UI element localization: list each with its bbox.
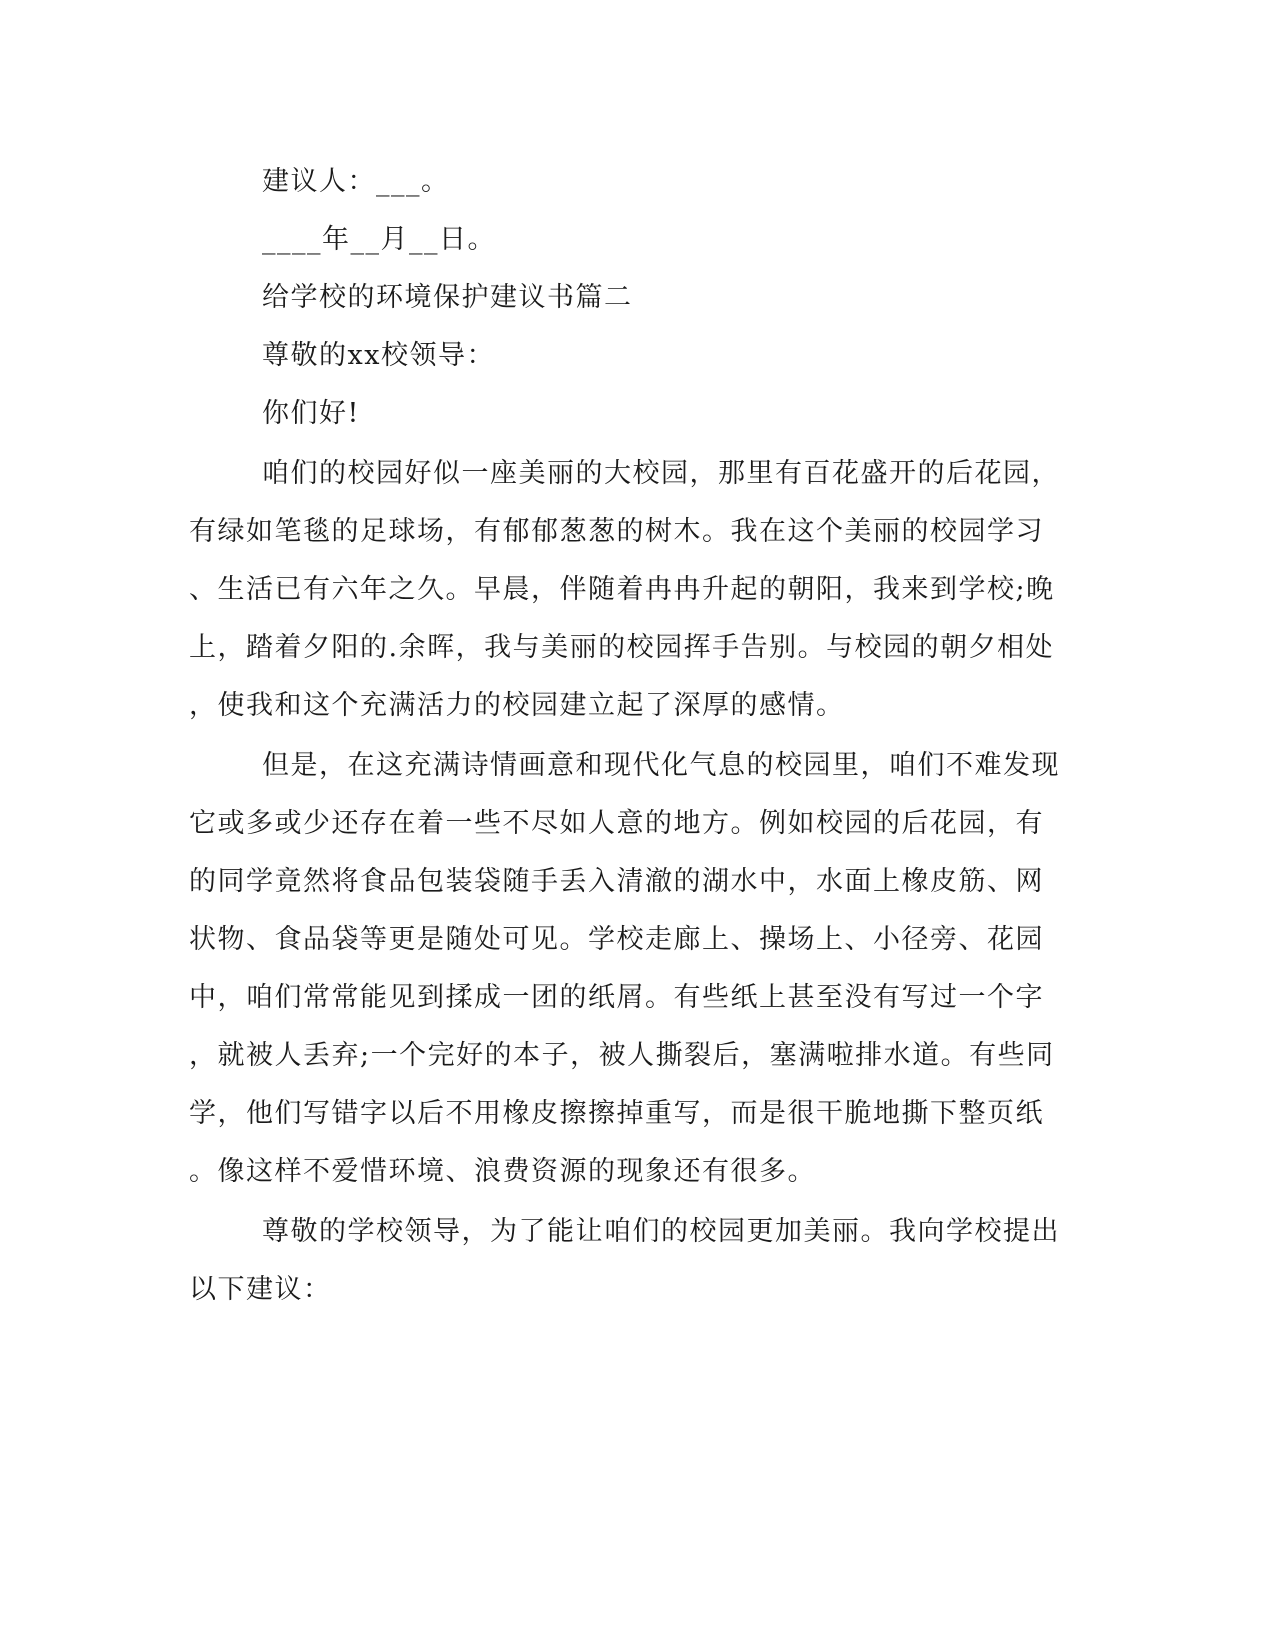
paragraph3-line: 以下建议： xyxy=(189,1274,332,1305)
paragraph1-line: ，使我和这个充满活力的校园建立起了深厚的感情。 xyxy=(189,690,845,721)
date-line: ____年__月__日。 xyxy=(262,224,496,255)
paragraph2-line: ，就被人丢弃;一个完好的本子，被人撕裂后，塞满啦排水道。有些同 xyxy=(189,1040,1055,1071)
greeting: 你们好! xyxy=(262,398,360,429)
paragraph2-line: 状物、食品袋等更是随处可见。学校走廊上、操场上、小径旁、花园 xyxy=(189,924,1044,955)
section-title: 给学校的环境保护建议书篇二 xyxy=(262,282,633,313)
paragraph2-line: 的同学竟然将食品包装袋随手丢入清澈的湖水中，水面上橡皮筋、网 xyxy=(189,866,1044,897)
paragraph2-line: 但是，在这充满诗情画意和现代化气息的校园里，咱们不难发现 xyxy=(262,750,1060,781)
paragraph2-line: 学，他们写错字以后不用橡皮擦擦掉重写，而是很干脆地撕下整页纸 xyxy=(189,1098,1044,1129)
paragraph2-line: 。像这样不爱惜环境、浪费资源的现象还有很多。 xyxy=(189,1156,816,1187)
paragraph1-line: 、生活已有六年之久。早晨，伴随着冉冉升起的朝阳，我来到学校;晚 xyxy=(189,574,1055,605)
paragraph2-line: 中，咱们常常能见到揉成一团的纸屑。有些纸上甚至没有写过一个字 xyxy=(189,982,1044,1013)
paragraph1-line: 上，踏着夕阳的.余晖，我与美丽的校园挥手告别。与校园的朝夕相处 xyxy=(189,632,1055,663)
salutation: 尊敬的xx校领导： xyxy=(262,340,495,371)
paragraph1-line: 咱们的校园好似一座美丽的大校园，那里有百花盛开的后花园， xyxy=(262,458,1060,489)
paragraph1-line: 有绿如笔毯的足球场，有郁郁葱葱的树木。我在这个美丽的校园学习 xyxy=(189,516,1044,547)
paragraph3-line: 尊敬的学校领导，为了能让咱们的校园更加美丽。我向学校提出 xyxy=(262,1216,1060,1247)
proposer-line: 建议人：___。 xyxy=(262,166,450,197)
paragraph2-line: 它或多或少还存在着一些不尽如人意的地方。例如校园的后花园，有 xyxy=(189,808,1044,839)
